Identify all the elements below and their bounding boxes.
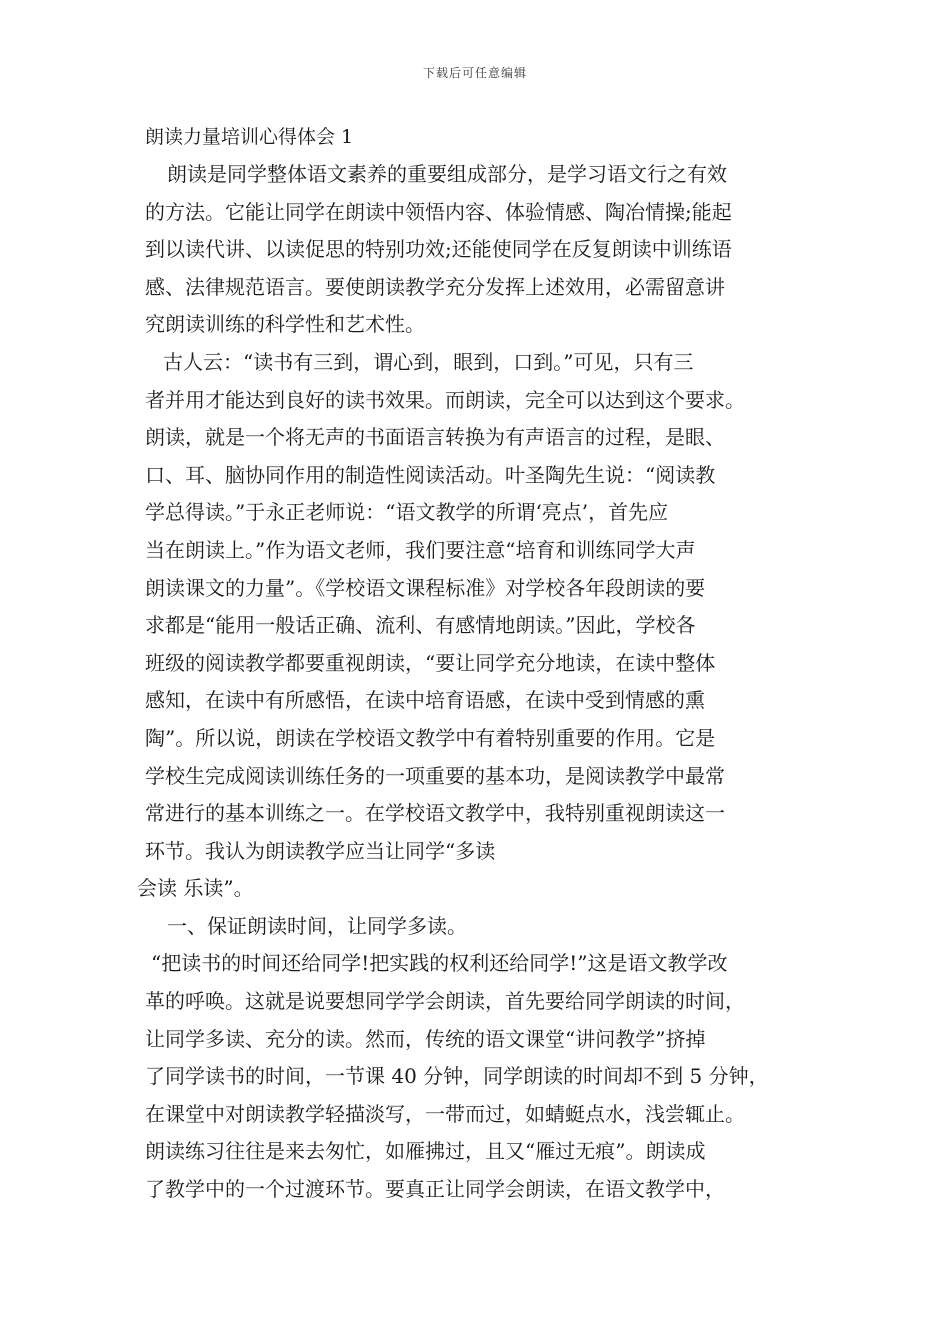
paragraph bbox=[145, 344, 835, 870]
text-line: 朗读是同学整体语文素养的重要组成部分，是学习语文行之有效 bbox=[167, 162, 727, 186]
text-line: 朗读课文的力量”。《学校语文课程标准》对学校各年段朗读的要 bbox=[145, 575, 706, 600]
text-line: 感知，在读中有所感悟，在读中培育语感，在读中受到情感的熏 bbox=[145, 688, 705, 713]
text-line: 求都是“能用一般话正确、流利、有感情地朗读。”因此，学校各 bbox=[145, 613, 696, 638]
page-header-note: 下载后可任意编辑 bbox=[422, 66, 527, 80]
text-line: 感、法律规范语言。要使朗读教学充分发挥上述效用，必需留意讲 bbox=[145, 274, 725, 299]
text-line: 到以读代讲、以读促思的特别功效;还能使同学在反复朗读中训练语 bbox=[145, 237, 732, 262]
text-line: 学校生完成阅读训练任务的一项重要的基本功，是阅读教学中最常 bbox=[145, 763, 725, 788]
text-line: 朗读，就是一个将无声的书面语言转换为有声语言的过程，是眼、 bbox=[145, 425, 725, 450]
document-title: 朗读力量培训心得体会 1 bbox=[145, 126, 354, 148]
text-line: 班级的阅读教学都要重视朗读，“要让同学充分地读，在读中整体 bbox=[145, 650, 716, 675]
text-line: 口、耳、脑协同作用的制造性阅读活动。叶圣陶先生说：“阅读教 bbox=[145, 462, 716, 487]
paragraph bbox=[137, 870, 835, 908]
text-line: 了同学读书的时间，一节课 40 分钟，同学朗读的时间却不到 5 分钟， bbox=[145, 1064, 769, 1089]
paragraph-container bbox=[137, 156, 835, 1209]
text-line: 者并用才能达到良好的读书效果。而朗读，完全可以达到这个要求。 bbox=[145, 387, 745, 412]
text-line: 当在朗读上。”作为语文老师，我们要注意“培育和训练同学大声 bbox=[145, 537, 696, 562]
paragraph bbox=[145, 945, 835, 1208]
text-line: 学总得读。”于永正老师说：“语文教学的所谓‘亮点’，首先应 bbox=[145, 500, 669, 525]
text-line: 在课堂中对朗读教学轻描淡写，一带而过，如蜻蜓点水，浅尝辄止。 bbox=[145, 1101, 745, 1126]
text-line: “把读书的时间还给同学!把实践的权利还给同学!”这是语文教学改 bbox=[151, 951, 728, 976]
document-body bbox=[137, 118, 835, 1209]
text-line: 会读 乐读”。 bbox=[137, 876, 254, 901]
text-line: 让同学多读、充分的读。然而，传统的语文课堂“讲问教学”挤掉 bbox=[145, 1026, 706, 1051]
text-line: 一、保证朗读时间，让同学多读。 bbox=[167, 913, 467, 938]
text-line: 陶”。所以说，朗读在学校语文教学中有着特别重要的作用。它是 bbox=[145, 725, 716, 750]
paragraph bbox=[145, 908, 835, 946]
text-line: 环节。我认为朗读教学应当让同学“多读 bbox=[145, 838, 496, 863]
paragraph bbox=[145, 156, 835, 344]
text-line: 古人云：“读书有三到，谓心到，眼到，口到。”可见，只有三 bbox=[163, 349, 694, 374]
text-line: 革的呼唤。这就是说要想同学学会朗读，首先要给同学朗读的时间， bbox=[145, 989, 745, 1014]
text-line: 朗读练习往往是来去匆忙，如雁拂过，且又“雁过无痕”。朗读成 bbox=[145, 1139, 706, 1164]
text-line: 的方法。它能让同学在朗读中领悟内容、体验情感、陶冶情操;能起 bbox=[145, 199, 732, 224]
text-line: 究朗读训练的科学性和艺术性。 bbox=[145, 312, 425, 337]
text-line: 常进行的基本训练之一。在学校语文教学中，我特别重视朗读这一 bbox=[145, 801, 725, 826]
text-line: 了教学中的一个过渡环节。要真正让同学会朗读，在语文教学中， bbox=[145, 1177, 725, 1202]
